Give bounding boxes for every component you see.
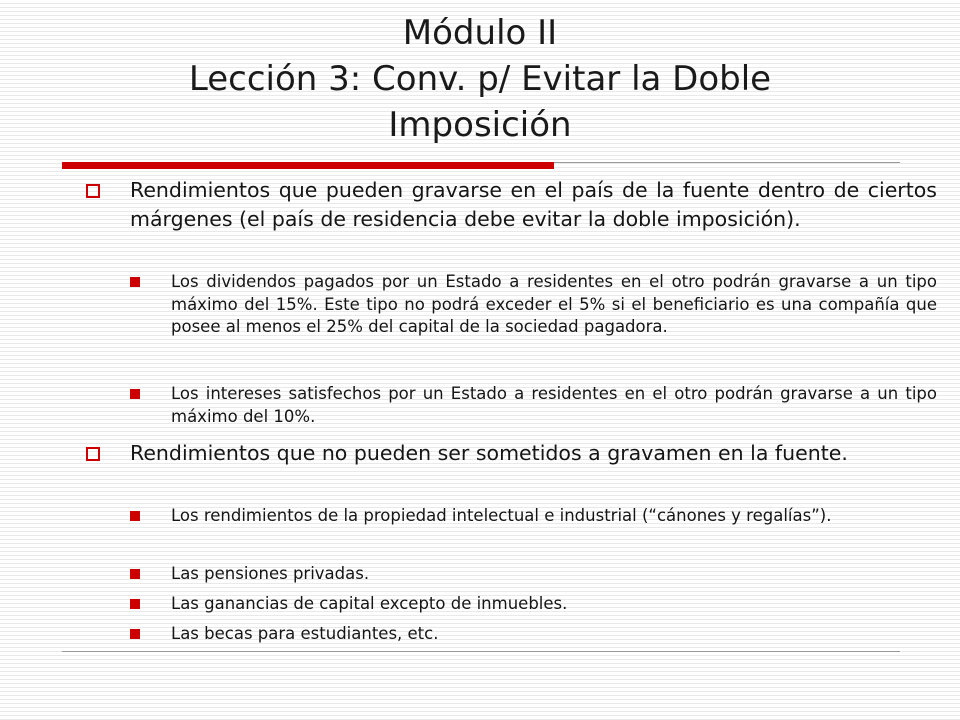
title-accent-bar — [62, 162, 554, 169]
hollow-square-bullet-icon — [86, 184, 100, 198]
bullet-text: Los rendimientos de la propiedad intelectual e industrial (“cánones y regalías”). — [171, 506, 832, 525]
bullet-level2-royalties — [171, 505, 937, 528]
bullet-text: Los dividendos pagados por un Estado a residentes en el otro podrán gravarse a un tipo máximo del 15%. Este tipo no podrá exceder el 5% si el beneficiario es una compañía que posee al menos el 25% del capital de la sociedad pagadora. — [171, 272, 937, 336]
footer-divider-line — [62, 651, 900, 652]
bullet-level1-not-taxable-at-source — [130, 439, 937, 468]
hollow-square-bullet-icon — [86, 447, 100, 461]
bullet-text: Rendimientos que no pueden ser sometidos a gravamen en la fuente. — [130, 441, 848, 465]
title-line-3: Imposición — [388, 105, 572, 145]
bullet-level2-scholarships — [171, 623, 937, 646]
title-line-2: Lección 3: Conv. p/ Evitar la Doble — [188, 59, 772, 99]
filled-square-bullet-icon — [130, 389, 140, 399]
bullet-level2-dividends — [171, 271, 937, 339]
bullet-text: Las pensiones privadas. — [171, 564, 370, 583]
bullet-text: Rendimientos que pueden gravarse en el país de la fuente dentro de ciertos márgenes (el país de residencia debe evitar la doble imposición). — [130, 178, 937, 231]
filled-square-bullet-icon — [130, 599, 140, 609]
bullet-level2-interest — [171, 383, 937, 428]
bullet-level2-pensions — [171, 563, 937, 586]
bullet-level1-taxable-at-source — [130, 176, 937, 234]
filled-square-bullet-icon — [130, 511, 140, 521]
bullet-text: Las becas para estudiantes, etc. — [171, 624, 439, 643]
filled-square-bullet-icon — [130, 629, 140, 639]
slide-title — [70, 10, 890, 148]
filled-square-bullet-icon — [130, 569, 140, 579]
filled-square-bullet-icon — [130, 277, 140, 287]
bullet-text: Las ganancias de capital excepto de inmuebles. — [171, 594, 568, 613]
bullet-text: Los intereses satisfechos por un Estado a residentes en el otro podrán gravarse a un tipo máximo del 10%. — [171, 384, 937, 426]
bullet-level2-capital-gains — [171, 593, 937, 616]
title-line-1: Módulo II — [402, 13, 558, 53]
